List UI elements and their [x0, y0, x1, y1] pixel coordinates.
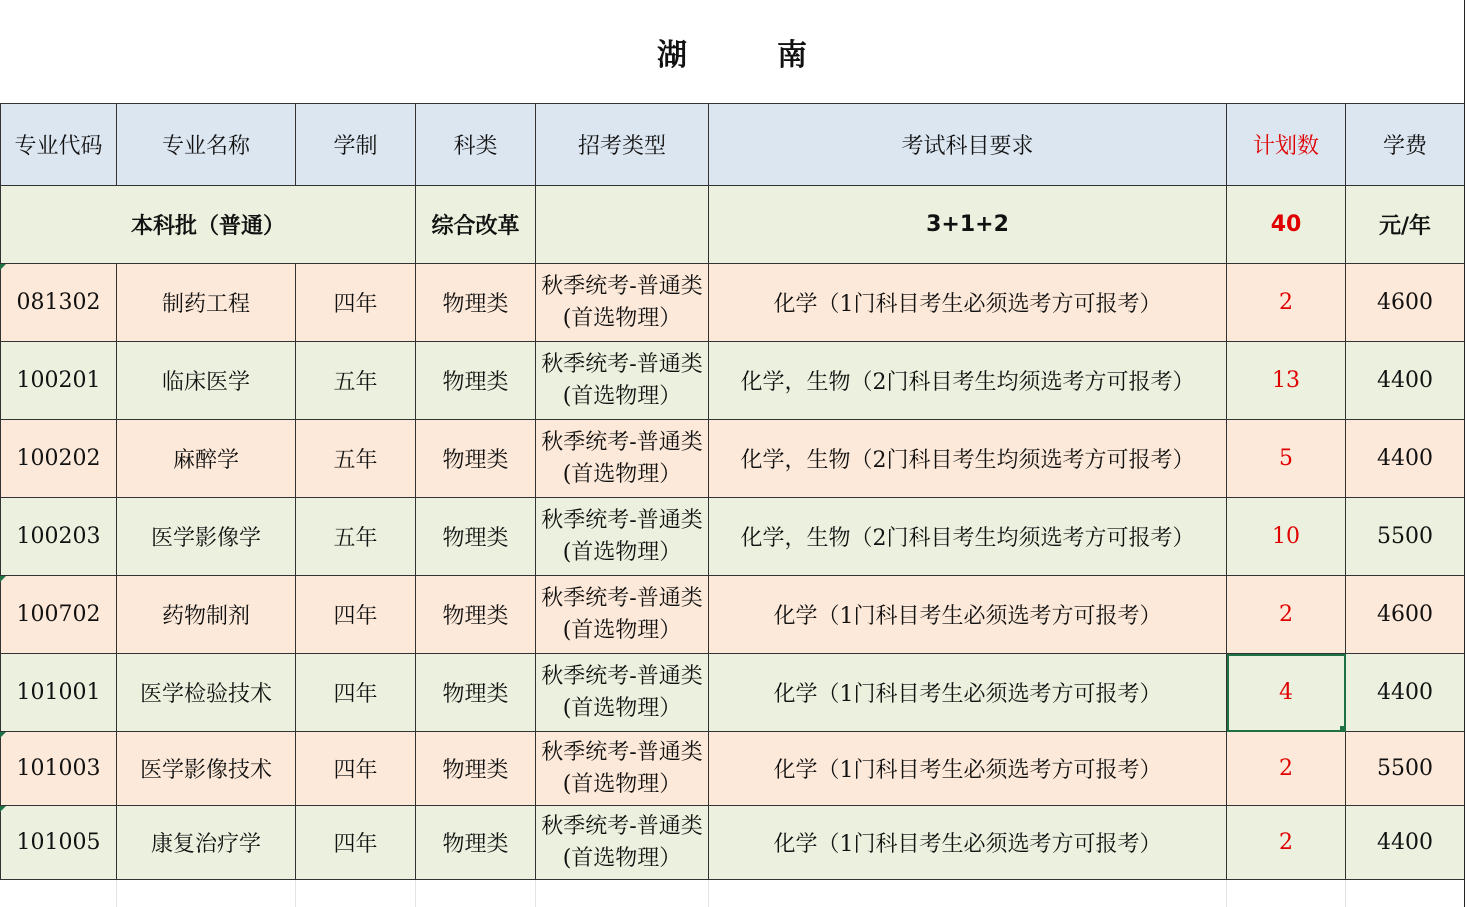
cell-fee[interactable]: 5500 — [1346, 498, 1465, 576]
cell-years[interactable]: 四年 — [296, 264, 416, 342]
cell-plan[interactable]: 4 — [1227, 654, 1346, 732]
batch-row — [1, 186, 1465, 264]
table-row — [1, 732, 1465, 806]
cell-subjects[interactable]: 化学，生物（2门科目考生均须选考方可报考） — [709, 420, 1227, 498]
cell-name[interactable]: 麻醉学 — [117, 420, 296, 498]
cell-category[interactable]: 物理类 — [416, 498, 536, 576]
header-name[interactable]: 专业名称 — [117, 104, 296, 186]
header-type[interactable]: 招考类型 — [536, 104, 709, 186]
gridline — [708, 880, 709, 907]
cell-type[interactable]: 秋季统考-普通类(首选物理） — [536, 732, 709, 806]
cell-category[interactable]: 物理类 — [416, 342, 536, 420]
cell-fee[interactable]: 4600 — [1346, 264, 1465, 342]
header-years[interactable]: 学制 — [296, 104, 416, 186]
cell-plan[interactable]: 13 — [1227, 342, 1346, 420]
cell-category[interactable]: 物理类 — [416, 264, 536, 342]
table-row — [1, 264, 1465, 342]
cell-fee[interactable]: 4600 — [1346, 576, 1465, 654]
cell-code[interactable]: 081302 — [1, 264, 117, 342]
cell-category[interactable]: 物理类 — [416, 806, 536, 880]
cell-type[interactable]: 秋季统考-普通类(首选物理） — [536, 806, 709, 880]
batch-fee-unit[interactable]: 元/年 — [1346, 186, 1465, 264]
cell-fee[interactable]: 5500 — [1346, 732, 1465, 806]
table-row — [1, 576, 1465, 654]
cell-code[interactable]: 101003 — [1, 732, 117, 806]
cell-years[interactable]: 五年 — [296, 420, 416, 498]
cell-fee[interactable]: 4400 — [1346, 654, 1465, 732]
cell-code[interactable]: 100203 — [1, 498, 117, 576]
cell-subjects[interactable]: 化学（1门科目考生必须选考方可报考） — [709, 806, 1227, 880]
gridline — [415, 880, 416, 907]
cell-subjects[interactable]: 化学，生物（2门科目考生均须选考方可报考） — [709, 342, 1227, 420]
table-row — [1, 806, 1465, 880]
table-row — [1, 654, 1465, 732]
cell-type[interactable]: 秋季统考-普通类(首选物理） — [536, 264, 709, 342]
cell-category[interactable]: 物理类 — [416, 420, 536, 498]
cell-years[interactable]: 四年 — [296, 654, 416, 732]
sheet-edge — [1464, 0, 1465, 907]
header-plan[interactable]: 计划数 — [1227, 104, 1346, 186]
page-title: 湖南 — [657, 37, 897, 73]
table-row — [1, 420, 1465, 498]
header-code[interactable]: 专业代码 — [1, 104, 117, 186]
cell-type[interactable]: 秋季统考-普通类(首选物理） — [536, 654, 709, 732]
cell-subjects[interactable]: 化学，生物（2门科目考生均须选考方可报考） — [709, 498, 1227, 576]
cell-plan[interactable]: 2 — [1227, 576, 1346, 654]
cell-subjects[interactable]: 化学（1门科目考生必须选考方可报考） — [709, 264, 1227, 342]
cell-code[interactable]: 100702 — [1, 576, 117, 654]
cell-years[interactable]: 四年 — [296, 732, 416, 806]
cell-code[interactable]: 100202 — [1, 420, 117, 498]
cell-plan[interactable]: 2 — [1227, 264, 1346, 342]
empty-row[interactable] — [0, 880, 1464, 907]
header-category[interactable]: 科类 — [416, 104, 536, 186]
cell-plan[interactable]: 10 — [1227, 498, 1346, 576]
header-row — [1, 104, 1465, 186]
cell-subjects[interactable]: 化学（1门科目考生必须选考方可报考） — [709, 576, 1227, 654]
fill-handle[interactable] — [1340, 726, 1346, 732]
gridline — [535, 880, 536, 907]
batch-type[interactable] — [536, 186, 709, 264]
cell-name[interactable]: 医学检验技术 — [117, 654, 296, 732]
table-row — [1, 342, 1465, 420]
cell-plan[interactable]: 2 — [1227, 732, 1346, 806]
cell-subjects[interactable]: 化学（1门科目考生必须选考方可报考） — [709, 732, 1227, 806]
gridline — [1345, 880, 1346, 907]
cell-name[interactable]: 制药工程 — [117, 264, 296, 342]
error-indicator-icon — [0, 806, 6, 812]
cell-category[interactable]: 物理类 — [416, 576, 536, 654]
cell-category[interactable]: 物理类 — [416, 732, 536, 806]
cell-years[interactable]: 五年 — [296, 498, 416, 576]
cell-name[interactable]: 临床医学 — [117, 342, 296, 420]
cell-code[interactable]: 100201 — [1, 342, 117, 420]
cell-type[interactable]: 秋季统考-普通类(首选物理） — [536, 498, 709, 576]
batch-exam[interactable]: 3+1+2 — [709, 186, 1227, 264]
header-fee[interactable]: 学费 — [1346, 104, 1465, 186]
cell-years[interactable]: 五年 — [296, 342, 416, 420]
admission-table — [0, 103, 1465, 880]
cell-fee[interactable]: 4400 — [1346, 420, 1465, 498]
cell-code[interactable]: 101001 — [1, 654, 117, 732]
cell-category[interactable]: 物理类 — [416, 654, 536, 732]
cell-type[interactable]: 秋季统考-普通类(首选物理） — [536, 420, 709, 498]
table-row — [1, 498, 1465, 576]
cell-name[interactable]: 康复治疗学 — [117, 806, 296, 880]
cell-type[interactable]: 秋季统考-普通类(首选物理） — [536, 342, 709, 420]
title-row[interactable] — [0, 0, 1464, 103]
cell-plan[interactable]: 2 — [1227, 806, 1346, 880]
gridline — [1226, 880, 1227, 907]
error-indicator-icon — [0, 576, 6, 582]
gridline — [116, 880, 117, 907]
cell-years[interactable]: 四年 — [296, 576, 416, 654]
cell-name[interactable]: 医学影像技术 — [117, 732, 296, 806]
cell-code[interactable]: 101005 — [1, 806, 117, 880]
header-subjects[interactable]: 考试科目要求 — [709, 104, 1227, 186]
gridline — [295, 880, 296, 907]
cell-fee[interactable]: 4400 — [1346, 342, 1465, 420]
batch-category[interactable]: 综合改革 — [416, 186, 536, 264]
batch-name[interactable]: 本科批（普通） — [1, 186, 416, 264]
cell-years[interactable]: 四年 — [296, 806, 416, 880]
cell-name[interactable]: 医学影像学 — [117, 498, 296, 576]
cell-type[interactable]: 秋季统考-普通类(首选物理） — [536, 576, 709, 654]
cell-subjects[interactable]: 化学（1门科目考生必须选考方可报考） — [709, 654, 1227, 732]
error-indicator-icon — [0, 732, 6, 738]
cell-name[interactable]: 药物制剂 — [117, 576, 296, 654]
cell-fee[interactable]: 4400 — [1346, 806, 1465, 880]
batch-plan[interactable]: 40 — [1227, 186, 1346, 264]
error-indicator-icon — [0, 264, 6, 270]
cell-plan[interactable]: 5 — [1227, 420, 1346, 498]
